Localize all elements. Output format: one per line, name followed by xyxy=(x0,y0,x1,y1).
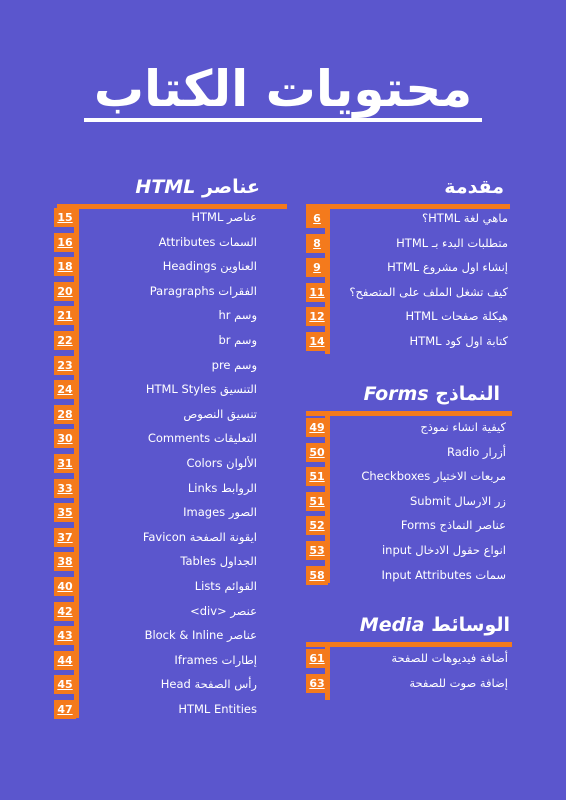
toc-item[interactable] xyxy=(54,377,257,401)
toc-item[interactable] xyxy=(54,205,257,229)
page-number[interactable]: 58 xyxy=(306,566,328,585)
toc-item-label: عناصر النماذج Forms xyxy=(400,518,506,533)
page-number[interactable]: 52 xyxy=(306,516,328,535)
toc-item[interactable] xyxy=(306,513,506,537)
toc-item-label: إنشاء اول مشروع HTML xyxy=(387,260,508,275)
toc-item-label: انواع حقول الادخال input xyxy=(381,543,506,557)
toc-item-label: تنسيق النصوص xyxy=(183,406,257,421)
toc-item[interactable] xyxy=(306,329,508,353)
toc-item-label: كيف تشغل الملف على المتصفح؟ xyxy=(349,284,508,299)
page-number[interactable]: 63 xyxy=(306,674,328,693)
page-number[interactable]: 21 xyxy=(54,306,76,325)
page-number[interactable]: 35 xyxy=(54,503,76,522)
page-number[interactable]: 11 xyxy=(306,283,328,302)
toc-item[interactable] xyxy=(54,500,257,524)
page-number[interactable]: 18 xyxy=(54,257,76,276)
page-number[interactable]: 12 xyxy=(306,307,328,326)
toc-item-label: إضافة صوت للصفحة xyxy=(409,675,508,690)
toc-item-label: التعليقات Comments xyxy=(147,431,257,446)
toc-item[interactable] xyxy=(54,697,257,721)
page-number[interactable]: 61 xyxy=(306,649,328,668)
page-number[interactable]: 51 xyxy=(306,492,328,511)
page-number[interactable]: 23 xyxy=(54,356,76,375)
toc-item[interactable] xyxy=(306,563,506,587)
toc-item-label: مربعات الاختيار Checkboxes xyxy=(361,469,506,484)
section-heading-html-en: HTML xyxy=(135,176,196,198)
page-number[interactable]: 28 xyxy=(54,405,76,424)
toc-item-label: التنسيق HTML Styles xyxy=(145,382,257,397)
toc-item-label: القوائم Lists xyxy=(194,579,257,593)
toc-item-label: إطارات Iframes xyxy=(174,652,257,667)
section-heading-media-ar: الوسائط xyxy=(431,614,510,636)
page-number[interactable]: 15 xyxy=(54,208,76,227)
section-heading-media-en: Media xyxy=(359,614,425,636)
section-heading-html-ar: عناصر xyxy=(201,176,260,198)
toc-item-label: الصور Images xyxy=(183,505,257,520)
toc-item-label: العناوين Headings xyxy=(162,259,257,274)
toc-item[interactable] xyxy=(306,206,508,230)
page-number[interactable]: 49 xyxy=(306,418,328,437)
toc-item[interactable] xyxy=(54,599,257,623)
toc-item-label: HTML Entities xyxy=(178,702,257,716)
page-number[interactable]: 16 xyxy=(54,233,76,252)
toc-item[interactable] xyxy=(54,451,257,475)
page-number[interactable]: 37 xyxy=(54,528,76,547)
section-heading-forms xyxy=(360,383,500,405)
toc-item-label: وسم hr xyxy=(218,308,257,323)
page-number[interactable]: 50 xyxy=(306,443,328,462)
toc-item-label: أزرار Radio xyxy=(446,444,506,459)
toc-item[interactable] xyxy=(54,254,257,278)
toc-item[interactable] xyxy=(54,549,257,573)
toc-item-label: كيفية انشاء نموذج xyxy=(420,420,506,434)
section-heading-forms-ar: النماذج xyxy=(435,383,500,405)
page-number[interactable]: 30 xyxy=(54,429,76,448)
page-number[interactable]: 22 xyxy=(54,331,76,350)
page-number[interactable]: 8 xyxy=(306,234,328,253)
page-number[interactable]: 24 xyxy=(54,380,76,399)
page-number[interactable]: 40 xyxy=(54,577,76,596)
page-number[interactable]: 38 xyxy=(54,552,76,571)
toc-item-label: الفقرات Paragraphs xyxy=(149,283,257,298)
page-number[interactable]: 6 xyxy=(306,209,328,228)
page-number[interactable]: 53 xyxy=(306,541,328,560)
toc-item[interactable] xyxy=(306,255,508,279)
page-number[interactable]: 47 xyxy=(54,700,76,719)
toc-item[interactable] xyxy=(306,280,508,304)
toc-item[interactable] xyxy=(54,648,257,672)
section-heading-html xyxy=(130,176,260,198)
page-number[interactable]: 45 xyxy=(54,675,76,694)
toc-item-label: عنصر <div> xyxy=(190,603,257,618)
page-number[interactable]: 14 xyxy=(306,332,328,351)
toc-item[interactable] xyxy=(306,646,508,670)
toc-item-label: عناصر HTML xyxy=(191,210,257,224)
toc-item-label: عناصر Block & Inline xyxy=(144,628,257,643)
toc-item[interactable] xyxy=(54,623,257,647)
page-title: محتويات الكتاب xyxy=(93,60,473,118)
toc-item[interactable] xyxy=(54,476,257,500)
toc-item-label: وسم pre xyxy=(211,357,257,372)
toc-item[interactable] xyxy=(306,464,506,488)
toc-item-label: كتابة اول كود HTML xyxy=(409,334,508,348)
toc-item-label: سمات Input Attributes xyxy=(381,567,506,582)
section-heading-forms-en: Forms xyxy=(363,383,429,405)
page-number[interactable]: 31 xyxy=(54,454,76,473)
toc-item[interactable] xyxy=(306,304,508,328)
toc-item[interactable] xyxy=(306,489,506,513)
section-heading-intro: مقدمة xyxy=(444,176,504,198)
toc-item-label: رأس الصفحة Head xyxy=(160,677,257,692)
toc-item-label: الألوان Colors xyxy=(186,456,257,470)
toc-item[interactable] xyxy=(54,303,257,327)
page-number[interactable]: 42 xyxy=(54,602,76,621)
toc-item[interactable] xyxy=(306,440,506,464)
toc-item-label: الروابط Links xyxy=(187,480,257,495)
toc-item-label: ايقونة الصفحة Favicon xyxy=(142,529,257,544)
toc-item[interactable] xyxy=(54,353,257,377)
toc-item[interactable] xyxy=(54,230,257,254)
toc-item[interactable] xyxy=(306,415,506,439)
toc-item-label: متطلبات البدء بـ HTML xyxy=(396,235,508,250)
toc-item[interactable] xyxy=(54,525,257,549)
toc-item[interactable] xyxy=(54,426,257,450)
page-number[interactable]: 43 xyxy=(54,626,76,645)
page-number[interactable]: 51 xyxy=(306,467,328,486)
page-number[interactable]: 20 xyxy=(54,282,76,301)
toc-item[interactable] xyxy=(306,231,508,255)
toc-item[interactable] xyxy=(54,574,257,598)
toc-item[interactable] xyxy=(306,671,508,695)
toc-item-label: الجداول Tables xyxy=(180,554,257,569)
toc-item[interactable] xyxy=(54,279,257,303)
toc-item[interactable] xyxy=(306,538,506,562)
page-number[interactable]: 9 xyxy=(306,258,328,277)
page-number[interactable]: 33 xyxy=(54,479,76,498)
page-number[interactable]: 44 xyxy=(54,651,76,670)
toc-item[interactable] xyxy=(54,402,257,426)
title-underline xyxy=(84,118,482,122)
toc-item-label: أضافة فيديوهات للصفحة xyxy=(391,651,508,665)
toc-item-label: ماهي لغة HTML؟ xyxy=(422,211,508,225)
toc-item-label: زر الارسال Submit xyxy=(409,493,506,508)
section-heading-media xyxy=(360,614,510,636)
toc-item-label: السمات Attributes xyxy=(158,234,257,249)
toc-item[interactable] xyxy=(54,672,257,696)
toc-item-label: هيكلة صفحات HTML xyxy=(405,309,508,324)
toc-item-label: وسم br xyxy=(218,333,257,347)
toc-item[interactable] xyxy=(54,328,257,352)
